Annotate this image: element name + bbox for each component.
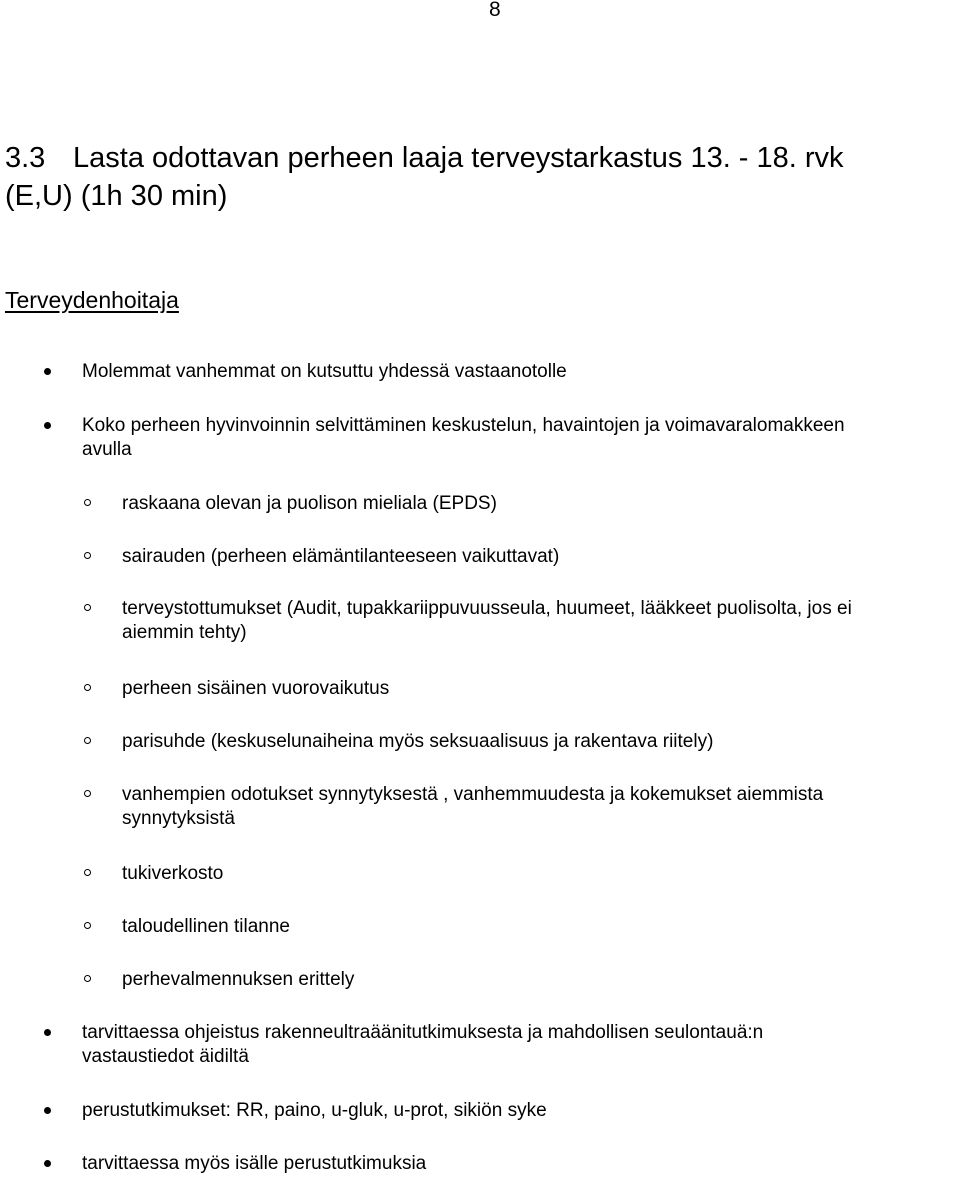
sub-list-item: parisuhde (keskuselunaiheina myös seksuaalisuus ja rakentava riitely) bbox=[122, 731, 714, 752]
bullet-icon bbox=[44, 1029, 51, 1036]
circle-bullet-icon bbox=[84, 499, 91, 506]
sub-list-item: vanhempien odotukset synnytyksestä , vanhemmuudesta ja kokemukset aiemmista synnytyksistä bbox=[122, 784, 824, 829]
list-item: tarvittaessa ohjeistus rakenneultraäänitutkimuksesta ja mahdollisen seulontauä:n vastaustiedot äidiltä bbox=[82, 1022, 764, 1067]
bullet-icon bbox=[44, 1107, 51, 1114]
circle-bullet-icon bbox=[84, 552, 91, 559]
sub-list-item: perheen sisäinen vuorovaikutus bbox=[122, 678, 390, 699]
sub-list-item: raskaana olevan ja puolison mieliala (EPDS) bbox=[122, 493, 497, 514]
circle-bullet-icon bbox=[84, 869, 91, 876]
list-item: Molemmat vanhemmat on kutsuttu yhdessä vastaanotolle bbox=[82, 361, 567, 382]
sub-list-item: perhevalmennuksen erittely bbox=[122, 969, 355, 990]
list-item: tarvittaessa myös isälle perustutkimuksia bbox=[82, 1153, 427, 1174]
circle-bullet-icon bbox=[84, 975, 91, 982]
list-item: perustutkimukset: RR, paino, u-gluk, u-prot, sikiön syke bbox=[82, 1100, 547, 1121]
circle-bullet-icon bbox=[84, 790, 91, 797]
subheading-terveydenhoitaja: Terveydenhoitaja bbox=[5, 287, 179, 313]
section-heading bbox=[5, 139, 945, 215]
heading-line-2: (E,U) (1h 30 min) bbox=[5, 180, 228, 212]
heading-line-1 bbox=[5, 139, 945, 177]
list-item: Koko perheen hyvinvoinnin selvittäminen keskustelun, havaintojen ja voimavaralomakkeen avulla bbox=[82, 415, 845, 460]
bullet-icon bbox=[44, 422, 51, 429]
sub-list-item: taloudellinen tilanne bbox=[122, 916, 290, 937]
page-number: 8 bbox=[489, 0, 501, 21]
sub-list-item: sairauden (perheen elämäntilanteeseen vaikuttavat) bbox=[122, 546, 560, 567]
circle-bullet-icon bbox=[84, 922, 91, 929]
circle-bullet-icon bbox=[84, 684, 91, 691]
bullet-icon bbox=[44, 1160, 51, 1167]
section-number: 3.3 bbox=[5, 142, 46, 174]
circle-bullet-icon bbox=[84, 604, 91, 611]
bullet-icon bbox=[44, 368, 51, 375]
sub-list-item: terveystottumukset (Audit, tupakkariippuvuusseula, huumeet, lääkkeet puolisolta, jos ei aiemmin tehty) bbox=[122, 598, 852, 643]
sub-list-item: tukiverkosto bbox=[122, 863, 224, 884]
circle-bullet-icon bbox=[84, 737, 91, 744]
heading-title: Lasta odottavan perheen laaja terveystarkastus 13. - 18. rvk bbox=[73, 142, 844, 174]
